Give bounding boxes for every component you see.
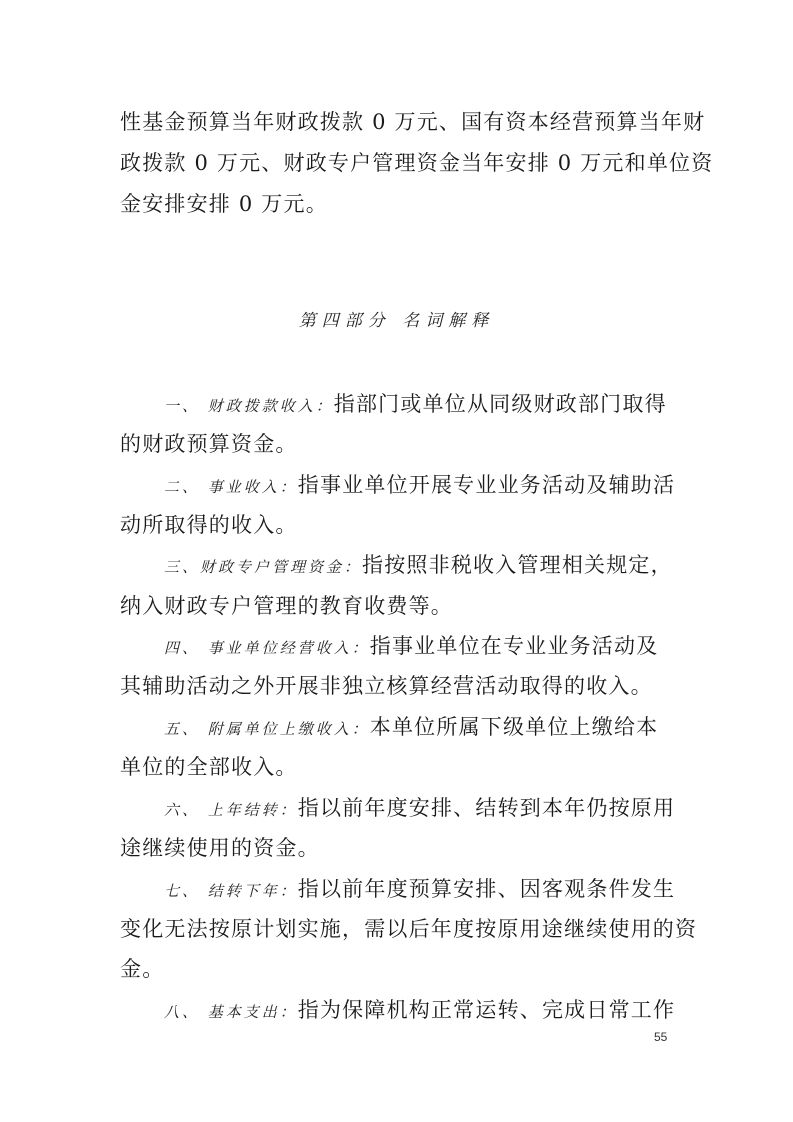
- definition-7-line-3: 金。: [120, 957, 165, 981]
- definition-7-text: 指以前年度预算安排、因客观条件发生: [297, 877, 676, 901]
- definition-2-line-2: 动所取得的收入。: [120, 513, 298, 537]
- definition-5-text: 本单位所属下级单位上缴给本: [369, 715, 659, 739]
- definition-1-term: 一、 财政拨款收入：: [164, 397, 334, 415]
- definition-2-first-line: [164, 465, 675, 507]
- definition-7-line-2: 变化无法按原计划实施，需以后年度按原用途继续使用的资: [120, 917, 698, 941]
- definition-8-first-line: [164, 990, 675, 1032]
- definition-5-first-line: [164, 707, 658, 749]
- section-heading: 第四部分 名词解释: [298, 311, 495, 331]
- definition-7-term: 七、 结转下年：: [164, 882, 298, 900]
- definition-6-text: 指以前年度安排、结转到本年仍按原用: [297, 796, 676, 820]
- definition-8-text: 指为保障机构正常运转、完成日常工作: [297, 998, 676, 1022]
- definition-6-term: 六、 上年结转：: [164, 801, 298, 819]
- definition-2-term: 二、 事业收入：: [164, 478, 298, 496]
- definition-5-term: 五、 附属单位上缴收入：: [164, 720, 370, 738]
- definition-7-first-line: [164, 869, 675, 911]
- intro-line-1: 性基金预算当年财政拨款 0 万元、国有资本经营预算当年财: [120, 110, 706, 134]
- definition-6-line-2: 途继续使用的资金。: [120, 836, 320, 860]
- definition-3-line-2: 纳入财政专户管理的教育收费等。: [120, 594, 453, 618]
- intro-line-2: 政拨款 0 万元、财政专户管理资金当年安排 0 万元和单位资: [120, 151, 714, 175]
- definition-4-first-line: [164, 626, 658, 668]
- intro-line-3: 金安排安排 0 万元。: [120, 192, 328, 216]
- definition-4-term: 四、 事业单位经营收入：: [164, 639, 370, 657]
- definition-4-line-2: 其辅助活动之外开展非独立核算经营活动取得的收入。: [120, 674, 653, 698]
- definition-1-text: 指部门或单位从同级财政部门取得: [333, 392, 667, 416]
- definition-2-text: 指事业单位开展专业业务活动及辅助活: [297, 473, 676, 497]
- definition-3-first-line: [164, 545, 673, 587]
- page-number: 55: [654, 1030, 668, 1044]
- definition-6-first-line: [164, 788, 675, 830]
- definition-1-first-line: [164, 384, 667, 426]
- definition-4-text: 指事业单位在专业业务活动及: [369, 634, 659, 658]
- definition-3-text: 指按照非税收入管理相关规定，: [362, 553, 673, 577]
- definition-8-term: 八、 基本支出：: [164, 1003, 298, 1021]
- definition-5-line-2: 单位的全部收入。: [120, 755, 298, 779]
- definition-3-term: 三、财政专户管理资金：: [164, 558, 363, 576]
- definition-1-line-2: 的财政预算资金。: [120, 432, 298, 456]
